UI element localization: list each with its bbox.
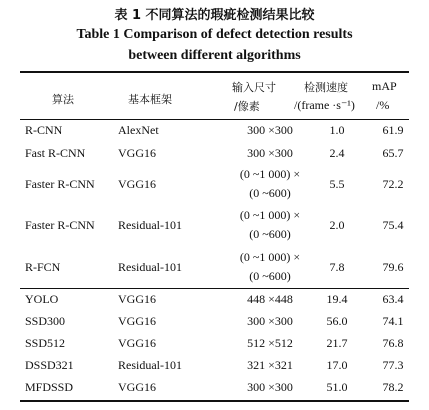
- table-bottom-rule: [20, 400, 409, 402]
- cell-input-size-line2: (0 ~600): [249, 269, 291, 283]
- cell-map: 63.4: [382, 292, 404, 306]
- cell-algorithm: Faster R-CNN: [25, 177, 95, 191]
- cell-algorithm: R-CNN: [25, 123, 63, 137]
- table-group-rule: [20, 288, 409, 289]
- cell-speed: 17.0: [326, 358, 348, 372]
- cell-speed: 5.5: [329, 177, 345, 191]
- cell-map: 72.2: [382, 177, 404, 191]
- cell-speed: 19.4: [326, 292, 348, 306]
- cell-speed: 2.0: [329, 218, 345, 232]
- cell-algorithm: R-FCN: [25, 260, 61, 274]
- cell-input-size: 321 ×321: [247, 358, 293, 372]
- header-input-size-unit: /像素: [234, 100, 260, 113]
- cell-framework: VGG16: [118, 292, 156, 306]
- cell-input-size: (0 ~1 000) ×: [239, 208, 301, 222]
- cell-speed: 2.4: [329, 146, 345, 160]
- cell-framework: VGG16: [118, 380, 156, 394]
- cell-input-size: 300 ×300: [247, 380, 293, 394]
- cell-framework: Residual-101: [118, 218, 182, 232]
- cell-algorithm: Fast R-CNN: [25, 146, 86, 160]
- table-top-rule: [20, 71, 409, 73]
- cell-algorithm: Faster R-CNN: [25, 218, 95, 232]
- cell-algorithm: DSSD321: [25, 358, 74, 372]
- cell-speed: 7.8: [329, 260, 345, 274]
- cell-framework: VGG16: [118, 314, 156, 328]
- cell-framework: VGG16: [118, 336, 156, 350]
- header-framework: 基本框架: [128, 93, 172, 106]
- table-caption-en-line1: Table 1 Comparison of defect detection results: [76, 27, 353, 42]
- table-caption-cn: 表 1 不同算法的瑕疵检测结果比较: [114, 8, 315, 23]
- cell-input-size-line2: (0 ~600): [249, 186, 291, 200]
- cell-map: 78.2: [382, 380, 404, 394]
- cell-algorithm: YOLO: [25, 292, 59, 306]
- cell-input-size: (0 ~1 000) ×: [239, 250, 301, 264]
- header-map: mAP: [372, 79, 397, 93]
- cell-map: 74.1: [382, 314, 404, 328]
- cell-input-size: 448 ×448: [247, 292, 293, 306]
- cell-map: 61.9: [382, 123, 404, 137]
- cell-algorithm: SSD300: [25, 314, 66, 328]
- cell-framework: VGG16: [118, 177, 156, 191]
- cell-input-size: 300 ×300: [247, 314, 293, 328]
- cell-speed: 51.0: [326, 380, 348, 394]
- cell-input-size: 512 ×512: [247, 336, 293, 350]
- cell-framework: Residual-101: [118, 358, 182, 372]
- cell-input-size: 300 ×300: [247, 123, 293, 137]
- cell-map: 76.8: [382, 336, 404, 350]
- cell-input-size: 300 ×300: [247, 146, 293, 160]
- header-input-size: 输入尺寸: [232, 81, 276, 94]
- header-algorithm: 算法: [52, 93, 74, 106]
- cell-framework: Residual-101: [118, 260, 182, 274]
- header-speed-unit: /(frame ·s⁻¹): [294, 98, 355, 112]
- cell-framework: VGG16: [118, 146, 156, 160]
- table-caption-en-line2: between different algorithms: [128, 48, 301, 63]
- cell-map: 75.4: [382, 218, 404, 232]
- header-map-unit: /%: [376, 98, 390, 112]
- cell-algorithm: SSD512: [25, 336, 66, 350]
- cell-map: 65.7: [382, 146, 404, 160]
- cell-map: 77.3: [382, 358, 404, 372]
- cell-input-size-line2: (0 ~600): [249, 227, 291, 241]
- cell-speed: 21.7: [326, 336, 348, 350]
- cell-algorithm: MFDSSD: [25, 380, 74, 394]
- cell-input-size: (0 ~1 000) ×: [239, 167, 301, 181]
- header-speed: 检测速度: [304, 81, 348, 94]
- cell-speed: 56.0: [326, 314, 348, 328]
- cell-framework: AlexNet: [118, 123, 159, 137]
- cell-speed: 1.0: [329, 123, 345, 137]
- cell-map: 79.6: [382, 260, 404, 274]
- table-header-rule: [20, 119, 409, 120]
